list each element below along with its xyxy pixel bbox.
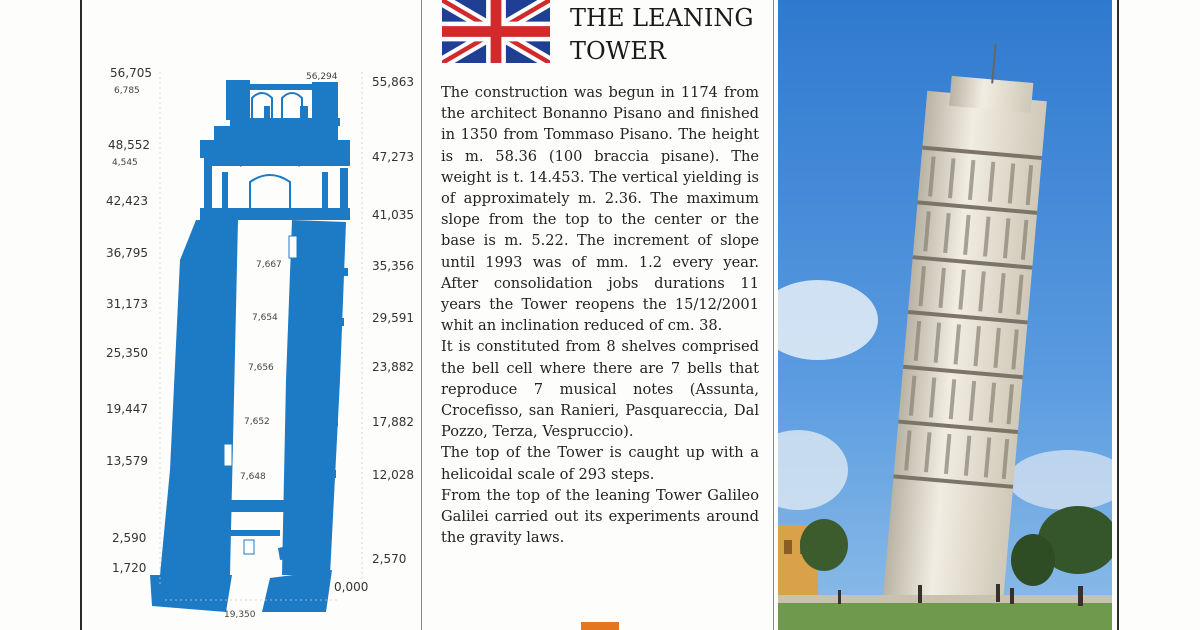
dim-left-4: 42,423 bbox=[106, 194, 148, 208]
article-paragraph-4: From the top of the leaning Tower Galileo Galilei carried out its experiments around the gravity laws. bbox=[441, 486, 759, 547]
dim-right-6: 17,882 bbox=[372, 415, 414, 429]
dim-right-8: 2,570 bbox=[372, 552, 407, 566]
dim-left-7: 25,350 bbox=[106, 346, 148, 360]
left-border bbox=[80, 0, 82, 630]
dim-inner-1: 7,654 bbox=[252, 313, 278, 323]
dim-left-3: 4,545 bbox=[112, 158, 138, 168]
dim-left-0: 56,705 bbox=[110, 66, 152, 80]
dim-left-5: 36,795 bbox=[106, 246, 148, 260]
tower-photo bbox=[778, 0, 1112, 630]
article-paragraph-3: The top of the Tower is caught up with a helicoidal scale of 293 steps. bbox=[441, 444, 759, 483]
dim-inner-0: 7,667 bbox=[256, 260, 282, 270]
dim-right-3: 35,356 bbox=[372, 259, 414, 273]
dim-left-11: 1,720 bbox=[112, 561, 147, 575]
dim-left-9: 13,579 bbox=[106, 454, 148, 468]
dim-right-4: 29,591 bbox=[372, 311, 414, 325]
dim-top: 56,294 bbox=[306, 72, 338, 82]
dim-right-1: 47,273 bbox=[372, 150, 414, 164]
dim-left-2: 48,552 bbox=[108, 138, 150, 152]
dim-inner-4: 7,648 bbox=[240, 472, 266, 482]
dim-left-10: 2,590 bbox=[112, 531, 147, 545]
tower-diagram bbox=[90, 0, 420, 630]
dim-bottom: 19,350 bbox=[224, 610, 256, 620]
divider-left bbox=[421, 0, 422, 630]
dim-left-6: 31,173 bbox=[106, 297, 148, 311]
dim-inner-3: 7,652 bbox=[244, 417, 270, 427]
dim-right-2: 41,035 bbox=[372, 208, 414, 222]
dim-inner-2: 7,656 bbox=[248, 363, 274, 373]
leaning-tower-photo-illustration bbox=[778, 0, 1112, 630]
uk-flag-icon bbox=[442, 0, 550, 63]
dim-left-1: 6,785 bbox=[114, 86, 140, 96]
dim-left-8: 19,447 bbox=[106, 402, 148, 416]
article-body bbox=[441, 82, 759, 548]
dim-right-0: 55,863 bbox=[372, 75, 414, 89]
divider-right bbox=[773, 0, 774, 630]
dim-right-9: 0,000 bbox=[334, 580, 369, 594]
right-border bbox=[1117, 0, 1119, 630]
dim-right-7: 12,028 bbox=[372, 468, 414, 482]
article-paragraph-1: The construction was begun in 1174 from the architect Bonanno Pisano and finished in 1350 from Tommaso Pisano. The height is m. 58.36 (100 braccia pisane). The weight is t. 14.453. The vertical yielding is of approximately m. 2.36. The maximum slope from the top to the center or the base is m. 5.22. The increment of slope until 1993 was of mm. 1.2 every year. After consolidation jobs durations 11 years the Tower reopens the 15/12/2001 whit an inclination reduced of cm. 38. bbox=[441, 84, 759, 335]
dim-right-5: 23,882 bbox=[372, 360, 414, 374]
page-marker bbox=[581, 622, 619, 630]
article-paragraph-2: It is constituted from 8 shelves comprised the bell cell where there are 7 bells that reproduce 7 musical notes (Assunta, Crocefisso, san Ranieri, Pasquareccia, Dal Pozzo, Terza, Vespruccio). bbox=[441, 338, 759, 441]
article-title: THE LEANING TOWER bbox=[570, 4, 754, 65]
